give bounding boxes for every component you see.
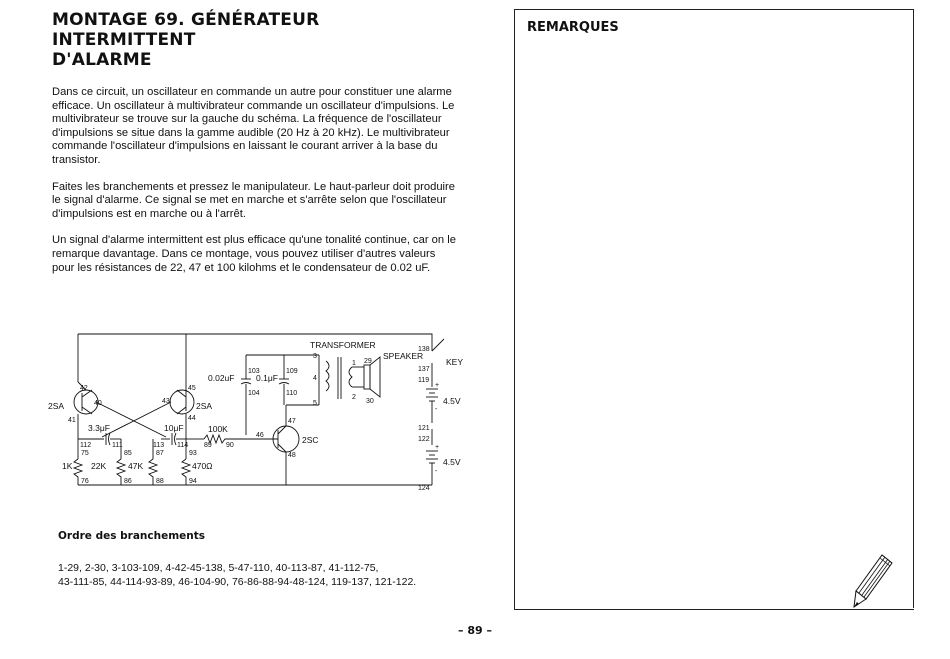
label-c1: 3.3μF	[88, 423, 110, 433]
remarks-box-right-edge	[913, 9, 914, 608]
paragraph-2: Faites les branchements et pressez le manipulateur. Le haut-parleur doit produire le signal d'alarme. Ce signal se met en marche et s'arrête selon que l'oscillateur d'impulsions est en marche ou à l'arrêt.	[52, 180, 455, 220]
label-n45: 45	[188, 385, 196, 392]
label-n46: 46	[256, 432, 264, 439]
label-n121: 121	[418, 425, 430, 432]
connection-order-line-1: 1-29, 2-30, 3-103-109, 4-42-45-138, 5-47-110, 40-113-87, 41-112-75,	[58, 562, 379, 574]
label-minus-1: -	[435, 406, 438, 413]
remarks-box	[514, 9, 914, 610]
label-n88: 88	[156, 478, 164, 485]
label-n40: 40	[94, 400, 102, 407]
connection-order-title: Ordre des branchements	[58, 530, 205, 542]
pencil-icon	[852, 553, 896, 609]
label-r3: 47K	[128, 461, 144, 471]
label-n94: 94	[189, 478, 197, 485]
label-n114: 114	[177, 442, 189, 449]
label-n111: 111	[112, 442, 123, 449]
label-c3: 0.02uF	[208, 373, 235, 383]
page-number: – 89 –	[458, 624, 492, 637]
label-n119: 119	[418, 377, 430, 384]
label-n85: 85	[124, 450, 132, 457]
title-line-1: MONTAGE 69. GÉNÉRATEUR INTERMITTENT	[52, 10, 320, 50]
label-n124: 124	[418, 485, 430, 492]
connection-order-line-2: 43-111-85, 44-114-93-89, 46-104-90, 76-86-88-94-48-124, 119-137, 121-122.	[58, 576, 417, 588]
remarks-title: REMARQUES	[527, 20, 619, 35]
label-n138: 138	[418, 346, 430, 353]
label-t4: 4	[313, 375, 317, 382]
label-t2: 2	[352, 394, 356, 401]
title-line-2: D'ALARME	[52, 50, 152, 70]
connection-order-text	[58, 561, 468, 589]
label-n112: 112	[80, 442, 92, 449]
label-plus-2: +	[435, 444, 440, 451]
label-key: KEY	[446, 357, 464, 367]
label-n93: 93	[189, 450, 197, 457]
label-n44: 44	[188, 415, 196, 422]
label-n30: 30	[366, 398, 374, 405]
label-n76: 76	[81, 478, 89, 485]
label-n104: 104	[248, 390, 260, 397]
label-n113: 113	[153, 442, 165, 449]
label-n75: 75	[81, 450, 89, 457]
page-title	[52, 10, 460, 70]
label-n103: 103	[248, 368, 260, 375]
label-batt2: 4.5V	[443, 457, 461, 467]
label-batt1: 4.5V	[443, 396, 461, 406]
label-transformer: TRANSFORMER	[310, 340, 376, 350]
circuit-schematic	[46, 327, 476, 499]
left-column	[52, 10, 460, 288]
label-r2: 22K	[91, 461, 107, 471]
paragraph-1: Dans ce circuit, un oscillateur en commande un autre pour constituer une alarme efficace. Un oscillateur à multivibrateur commande un oscillateur d'impulsions. Le multivibrateur se trouve sur la gauche du schéma. La fréquence de l'oscillateur d'impulsions se situe dans la gamme audible (20 Hz à 20 kHz). Le multivibrateur commande l'oscillateur d'impulsions en laissant le courant arriver à la base du transistor.	[52, 86, 455, 166]
label-n110: 110	[286, 390, 298, 397]
label-n90: 90	[226, 442, 234, 449]
label-n41: 41	[68, 417, 76, 424]
label-t5: 5	[313, 400, 317, 407]
label-r5: 100K	[208, 424, 228, 434]
label-n29: 29	[364, 358, 372, 365]
label-n43: 43	[162, 398, 170, 405]
paragraph-3: Un signal d'alarme intermittent est plus efficace qu'une tonalité continue, car on le remarque davantage. Dans ce montage, vous pouvez utiliser d'autres valeurs pour les résistances de 22, 47 et 100 kilohms et le condensateur de 0.02 uF.	[52, 234, 456, 274]
label-c4: 0.1μF	[256, 373, 278, 383]
label-r1: 1K	[62, 461, 73, 471]
label-n87: 87	[156, 450, 164, 457]
label-n48: 48	[288, 452, 296, 459]
label-n122: 122	[418, 436, 430, 443]
label-c2: 10μF	[164, 423, 184, 433]
label-n42: 42	[80, 385, 88, 392]
label-n89: 89	[204, 442, 212, 449]
label-t1: 1	[352, 360, 356, 367]
label-t3: 3	[313, 353, 317, 360]
label-r4: 470Ω	[192, 461, 213, 471]
label-minus-2: -	[435, 468, 438, 475]
label-plus-1: +	[435, 382, 440, 389]
label-n86: 86	[124, 478, 132, 485]
label-q-mid: 2SA	[196, 401, 213, 411]
label-n47: 47	[288, 418, 296, 425]
label-speaker: SPEAKER	[383, 351, 424, 361]
label-n137: 137	[418, 366, 430, 373]
label-n109: 109	[286, 368, 298, 375]
label-q-left: 2SA	[48, 401, 65, 411]
label-q-right: 2SC	[302, 435, 319, 445]
